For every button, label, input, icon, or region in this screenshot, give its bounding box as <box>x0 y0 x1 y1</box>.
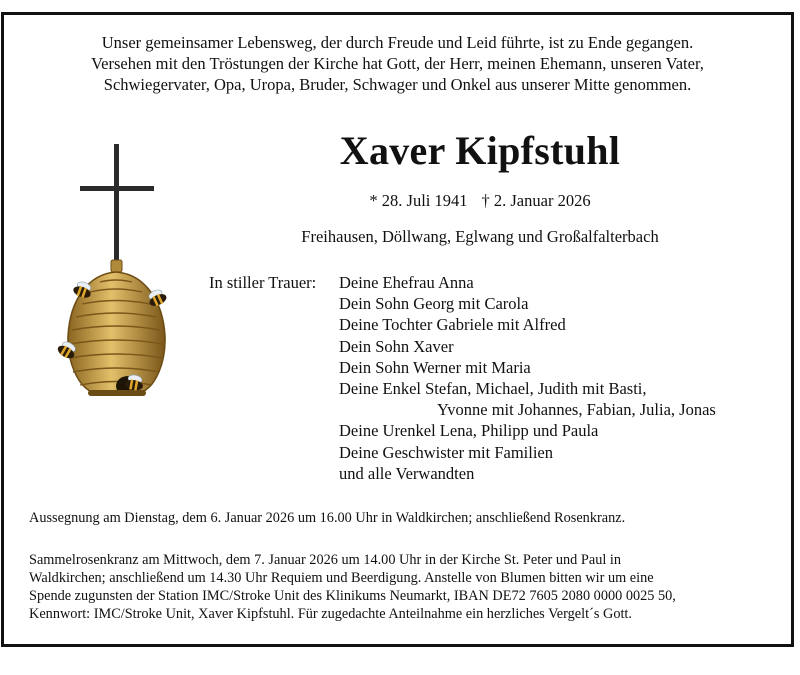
mourner-line: Dein Sohn Xaver <box>339 336 454 356</box>
intro-line: Versehen mit den Tröstungen der Kirche hat Gott, der Herr, meinen Ehemann, unseren Vater, <box>91 54 704 73</box>
rosary-line: Sammelrosenkranz am Mittwoch, dem 7. Januar 2026 um 14.00 Uhr in der Kirche St. Peter und Paul in <box>29 552 622 568</box>
mourner-line: Deine Tochter Gabriele mit Alfred <box>339 315 566 335</box>
mourning-label: In stiller Trauer: <box>209 273 317 292</box>
mourner-line: Dein Sohn Werner mit Maria <box>339 357 531 377</box>
mourner-line: Deine Enkel Stefan, Michael, Judith mit Basti, <box>339 379 647 399</box>
funeral-notice: Aussegnung am Dienstag, dem 6. Januar 2026 um 16.00 Uhr in Waldkirchen; anschließend Rosenkranz. <box>29 510 626 526</box>
places: Freihausen, Döllwang, Eglwang und Großalfalterbach <box>301 227 659 246</box>
emblem <box>48 140 188 410</box>
mourner-list <box>339 272 716 484</box>
mourner-line: und alle Verwandten <box>339 463 475 483</box>
rosary-notice <box>29 551 676 623</box>
rosary-line: Spende zugunsten der Station IMC/Stroke Unit des Klinikums Neumarkt, IBAN DE72 7605 2080 0000 0025 50, <box>29 588 676 604</box>
deceased-name: Xaver Kipfstuhl <box>339 128 621 173</box>
cross-icon <box>80 144 154 268</box>
mourner-line: Deine Geschwister mit Familien <box>339 442 553 462</box>
mourner-line: Deine Ehefrau Anna <box>339 273 474 292</box>
rosary-line: Kennwort: IMC/Stroke Unit, Xaver Kipfstuhl. Für zugedachte Anteilnahme ein herzliches Vergelt´s Gott. <box>29 606 632 622</box>
intro-line: Unser gemeinsamer Lebensweg, der durch Freude und Leid führte, ist zu Ende gegangen. <box>101 33 694 52</box>
beehive-icon <box>68 260 165 396</box>
mourner-line: Yvonne mit Johannes, Fabian, Julia, Jonas <box>437 400 716 420</box>
life-dates <box>300 190 660 211</box>
rosary-line: Waldkirchen; anschließend um 14.30 Uhr Requiem und Beerdigung. Anstelle von Blumen bitten wir um eine <box>29 570 654 586</box>
intro-text <box>20 32 775 95</box>
mourner-line: Deine Urenkel Lena, Philipp und Paula <box>339 421 599 441</box>
death-date: † 2. Januar 2026 <box>481 191 591 210</box>
birth-date: * 28. Juli 1941 <box>369 191 468 210</box>
intro-line: Schwiegervater, Opa, Uropa, Bruder, Schwager und Onkel aus unserer Mitte genommen. <box>103 75 692 94</box>
mourner-line: Dein Sohn Georg mit Carola <box>339 294 529 314</box>
